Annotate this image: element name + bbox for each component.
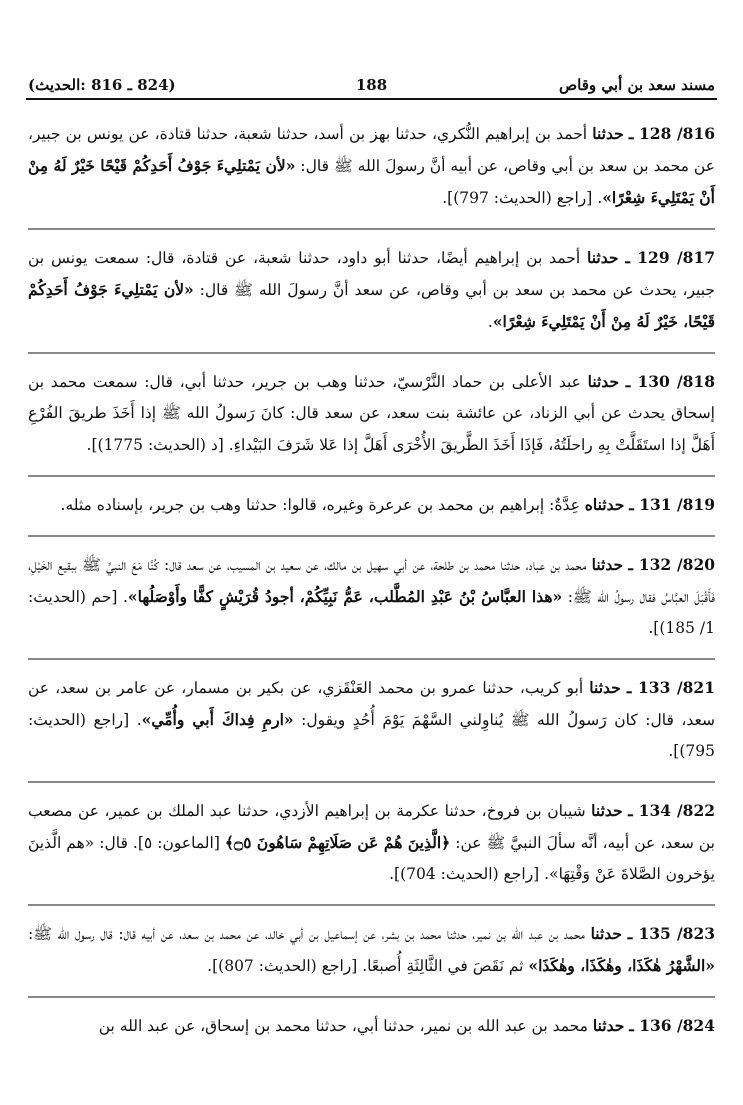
hadith-number: 820/ 132 ـ bbox=[628, 555, 716, 574]
hadith-number: 819/ 131 ـ bbox=[629, 495, 715, 514]
hadith-entry bbox=[28, 545, 715, 660]
hadith-lead: حدثنا bbox=[592, 124, 624, 143]
hadith-lead: حدثنا bbox=[590, 924, 622, 943]
hadith-lead: حدثنا bbox=[591, 555, 624, 574]
hadith-text: «هذا العبَّاسُ بْنُ عَبْدِ المُطَّلب، عَمُّ نَبِيِّكُمْ، أجودُ قُرَيْشٍ كفًّا وأَوْصَلُها» bbox=[127, 587, 563, 606]
hadith-entry bbox=[28, 238, 715, 354]
hadith-reference: ثم نَقَصَ في الثَّالِثَةِ أُصبعًا. [راجع (الحديث: 807)]. bbox=[207, 957, 529, 975]
hadith-entry bbox=[28, 114, 715, 230]
hadith-chain: شيبان بن فروخ، حدثنا عكرمة بن إبراهيم الأزدي، حدثنا عبد الملك بن عمير، عن مصعب بن سعد، عن أبيه، أنَّه سألَ النبيَّ ﷺ عن: bbox=[28, 802, 715, 852]
hadith-chain: محمد بن عباد، حدثنا محمد بن طلحة، عن أبي سهيل بن مالك، عن سعيد بن المسيب، عن سعد قال: كُنَّا مَعَ النبيِّ ﷺ ببقيع الخَيْلِ، فَأَقْبَلَ العبَّاسُ فقال رسولُ الله ﷺ: bbox=[28, 556, 715, 606]
hadith-reference: . bbox=[487, 313, 493, 331]
hadith-entry bbox=[28, 485, 715, 537]
hadith-text: «لأن يَمْتلِيءَ جَوْفُ أَحَدِكُمْ قَيْحًا، خَيْرٌ لَهُ مِنْ أَنْ يَمْتَلِيءَ شِعْرًا» bbox=[28, 280, 715, 331]
hadith-number: 823/ 135 ـ bbox=[627, 924, 716, 943]
hadith-lead: حدثنا bbox=[591, 801, 623, 820]
hadith-lead: حدثناه bbox=[584, 495, 625, 514]
hadith-reference: . [حم (الحديث: 1/ 185)]. bbox=[28, 588, 715, 637]
hadith-number: 822/ 134 ـ bbox=[628, 801, 716, 820]
hadith-chain: محمد بن عبد الله بن نمير، حدثنا أبي، حدثنا محمد بن إسحاق، عن عبد الله بن bbox=[98, 1017, 593, 1035]
hadith-number: 818/ 130 ـ bbox=[625, 372, 715, 391]
hadith-number: 824/ 136 ـ bbox=[629, 1016, 715, 1035]
hadith-chain: أحمد بن إبراهيم النُّكري، حدثنا بهز بن أسد، حدثنا شعبة، حدثنا قتادة، عن يونس بن جبير، عن محمد بن سعد بن أبي وقاص، عن أبيه أنَّ رسولَ الله ﷺ قال: bbox=[28, 125, 715, 175]
hadith-chain: عِدَّةٌ: إبراهيم بن محمد بن عرعرة وغيره، قالوا: حدثنا وهب بن جرير، بإسناده مثله. bbox=[60, 496, 585, 514]
hadith-reference: . [راجع (الحديث: 795)]. bbox=[28, 711, 715, 760]
hadith-chain: أحمد بن إبراهيم أيضًا، حدثنا أبو داود، حدثنا شعبة، عن قتادة، قال: سمعت يونس بن جبير، يحدث عن محمد بن سعد بن أبي وقاص، عن سعد أنَّ رسولَ الله ﷺ قال: bbox=[28, 249, 715, 299]
hadith-chain: محمد بن عبد الله بن نمير، حدثنا محمد بن بشر، عن إسماعيل بن أبي خالد، عن محمد بن سعد، عن أبيه قال: قال رسول الله ﷺ: bbox=[28, 925, 591, 943]
hadith-entry bbox=[28, 791, 715, 906]
hadith-entry bbox=[28, 1006, 715, 1056]
hadith-number: 817/ 129 ـ bbox=[625, 248, 716, 267]
hadith-reference: [د (الحديث: 1775)]. bbox=[86, 436, 229, 454]
hadith-chain: أبو كريب، حدثنا عمرو بن محمد العَنْقَزي، عن بكير بن مسمار، عن عامر بن سعد، عن سعد، قال: كان رَسولُ الله ﷺ يُناوِلني السَّهْمَ يَوْمَ أُحُدٍ ويقول: bbox=[28, 679, 715, 729]
hadith-entry bbox=[28, 362, 715, 477]
hadith-number: 821/ 133 ـ bbox=[626, 678, 715, 697]
page-number: 188 bbox=[355, 76, 388, 94]
page-content bbox=[28, 114, 715, 1065]
hadith-text: «الشَّهْرُ هٰكَذَا، وهٰكَذَا، وهٰكَذَا» bbox=[528, 956, 715, 975]
hadith-reference: . [راجع (الحديث: 797)]. bbox=[442, 189, 603, 207]
hadith-reference: [الماعون: ٥]. قال: «هم الَّذينَ يؤخرون الصَّلاةَ عَنْ وَقْتِهَا». [راجع (الحديث: 704)]. bbox=[28, 834, 715, 883]
hadith-text: «ارمِ فِداكَ أَبي وأُمِّي» bbox=[141, 710, 294, 729]
hadith-lead: حدثنا bbox=[587, 248, 619, 267]
hadith-text: ﴿الَّذِينَ هُمْ عَن صَلَاتِهِمْ سَاهُونَ ۝٥﴾ bbox=[224, 833, 451, 852]
hadith-chain: عبد الأعلى بن حماد النَّرْسيّ، حدثنا وهب بن جرير، حدثنا أبي، قال: سمعت محمد بن إسحاق يحدث عن أبي الزناد، عن عائشة بنت سعد، عن سعد قال: كانَ رَسولُ الله ﷺ إذا أَخَذَ طريقَ الفُرْعِ أَهَلَّ إذا استَقَلَّتْ بِهِ راحلَتُهُ، فَإذَا أَخَذَ الطَّريقَ الأُخْرَى أَهَلَّ إذا عَلا شَرَفَ البَيْداءِ. bbox=[28, 373, 715, 454]
hadith-entry bbox=[28, 668, 715, 783]
hadith-lead: حدثنا bbox=[587, 372, 620, 391]
hadith-lead: حدثنا bbox=[592, 1016, 625, 1035]
hadith-text: «لأن يَمْتلِيءَ جَوْفُ أَحَدِكُمْ قَيْحًا خَيْرٌ لَهُ مِنْ أَنْ يَمْتَلِيءَ شِعْرًا» bbox=[28, 156, 715, 207]
hadith-lead: حدثنا bbox=[589, 678, 621, 697]
book-section-title: مسند سعد بن أبي وقاص bbox=[559, 76, 715, 94]
hadith-range: (824 ـ 816 :الحديث) bbox=[28, 76, 176, 94]
hadith-number: 816/ 128 ـ bbox=[628, 124, 716, 143]
hadith-entry bbox=[28, 914, 715, 998]
page-header bbox=[26, 68, 717, 100]
